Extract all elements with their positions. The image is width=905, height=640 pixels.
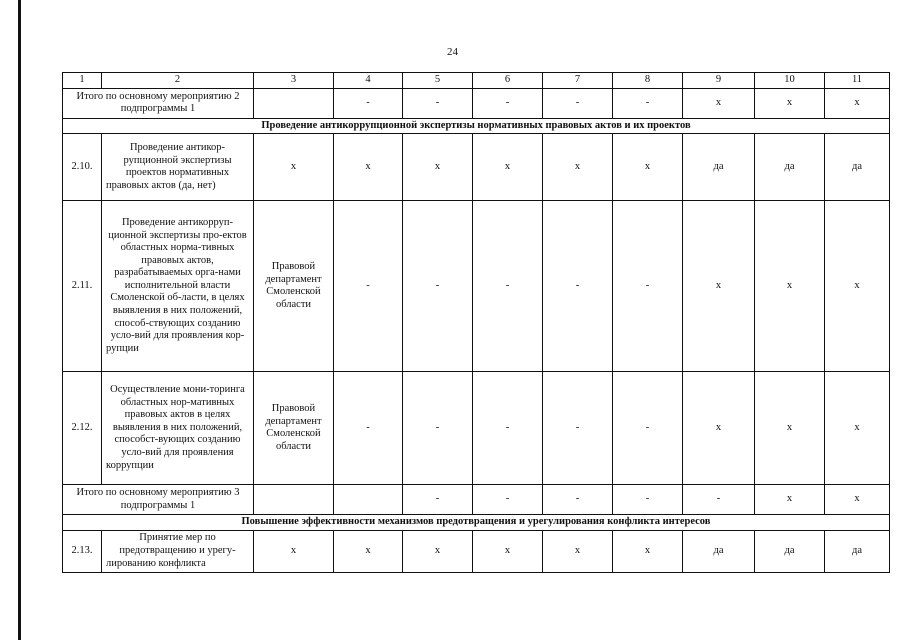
table-cell: х: [334, 134, 403, 201]
row-number: 2.13.: [63, 530, 102, 572]
table-cell: х: [683, 88, 755, 118]
table-cell: х: [254, 134, 334, 201]
table-row: [63, 530, 890, 572]
row-number: 2.10.: [63, 134, 102, 201]
table-cell: х: [473, 134, 543, 201]
total-row: [63, 485, 890, 515]
table-cell: -: [543, 372, 613, 485]
column-header: 11: [825, 73, 890, 89]
table-cell: [254, 485, 334, 515]
activity-name: Принятие мер по предотвращению и урегу-лированию конфликта: [102, 530, 254, 572]
table-cell: да: [683, 530, 755, 572]
section-title: Повышение эффективности механизмов предотвращения и урегулирования конфликта интересов: [63, 515, 890, 531]
table-cell: -: [613, 201, 683, 372]
table-cell: да: [825, 134, 890, 201]
table-cell: да: [755, 530, 825, 572]
column-header: 4: [334, 73, 403, 89]
table-cell: [254, 88, 334, 118]
table-cell: -: [403, 201, 473, 372]
table-row: [63, 134, 890, 201]
table-cell: -: [543, 88, 613, 118]
column-header: 3: [254, 73, 334, 89]
column-header: 1: [63, 73, 102, 89]
table-cell: -: [473, 201, 543, 372]
section-row: [63, 118, 890, 134]
section-row: [63, 515, 890, 531]
column-header: 5: [403, 73, 473, 89]
table-cell: х: [825, 201, 890, 372]
table-cell: да: [683, 134, 755, 201]
total-label: Итого по основному мероприятию 3 подпрограммы 1: [63, 485, 254, 515]
table-cell: -: [613, 372, 683, 485]
activity-name: Осуществление мони-торинга областных нор-мативных правовых актов в целях выявления в них положений, способст-вующих созданию усло-вий для проявления коррупции: [102, 372, 254, 485]
table-cell: х: [755, 372, 825, 485]
table-cell: да: [755, 134, 825, 201]
column-header: 2: [102, 73, 254, 89]
activity-name: Проведение антикорруп-ционной экспертизы про-ектов областных норма-тивных правовых актов, разрабатываемых орга-нами исполнительной власти Смоленской об-ласти, в целях выявления в них положений, способ-ствующих созданию усло-вий для проявления кор-рупции: [102, 201, 254, 372]
table-cell: -: [543, 485, 613, 515]
column-header: 8: [613, 73, 683, 89]
table-cell: -: [613, 88, 683, 118]
table-cell: х: [683, 372, 755, 485]
table-cell: -: [543, 201, 613, 372]
column-header: 9: [683, 73, 755, 89]
responsible-executor: Правовой департамент Смоленской области: [254, 372, 334, 485]
table-cell: -: [334, 201, 403, 372]
table-cell: х: [613, 530, 683, 572]
table-cell: х: [403, 530, 473, 572]
table-cell: -: [473, 88, 543, 118]
table-cell: х: [755, 485, 825, 515]
table-cell: х: [334, 530, 403, 572]
table-cell: [334, 485, 403, 515]
table-row: [63, 201, 890, 372]
column-number-row: [63, 73, 890, 89]
table-cell: х: [473, 530, 543, 572]
table-cell: -: [473, 485, 543, 515]
table-cell: х: [543, 530, 613, 572]
column-header: 7: [543, 73, 613, 89]
column-header: 6: [473, 73, 543, 89]
program-table: [62, 72, 890, 573]
table-cell: х: [825, 372, 890, 485]
table-cell: х: [613, 134, 683, 201]
section-title: Проведение антикоррупционной экспертизы нормативных правовых актов и их проектов: [63, 118, 890, 134]
table-cell: х: [254, 530, 334, 572]
table-cell: х: [403, 134, 473, 201]
total-row: [63, 88, 890, 118]
table-row: [63, 372, 890, 485]
table-cell: -: [403, 485, 473, 515]
table-cell: -: [403, 88, 473, 118]
table-cell: х: [755, 201, 825, 372]
column-header: 10: [755, 73, 825, 89]
table-cell: да: [825, 530, 890, 572]
table-cell: х: [543, 134, 613, 201]
table-cell: х: [755, 88, 825, 118]
page-number: 24: [447, 46, 458, 58]
row-number: 2.11.: [63, 201, 102, 372]
table-cell: -: [683, 485, 755, 515]
table-cell: -: [613, 485, 683, 515]
table-cell: -: [473, 372, 543, 485]
row-number: 2.12.: [63, 372, 102, 485]
scan-edge-bar: [18, 0, 21, 640]
table-cell: -: [334, 88, 403, 118]
responsible-executor: Правовой департамент Смоленской области: [254, 201, 334, 372]
table-cell: -: [334, 372, 403, 485]
table-cell: х: [683, 201, 755, 372]
table-cell: х: [825, 88, 890, 118]
activity-name: Проведение антикор-рупционной экспертизы проектов нормативных правовых актов (да, нет): [102, 134, 254, 201]
table-cell: -: [403, 372, 473, 485]
table-cell: х: [825, 485, 890, 515]
total-label: Итого по основному мероприятию 2 подпрограммы 1: [63, 88, 254, 118]
